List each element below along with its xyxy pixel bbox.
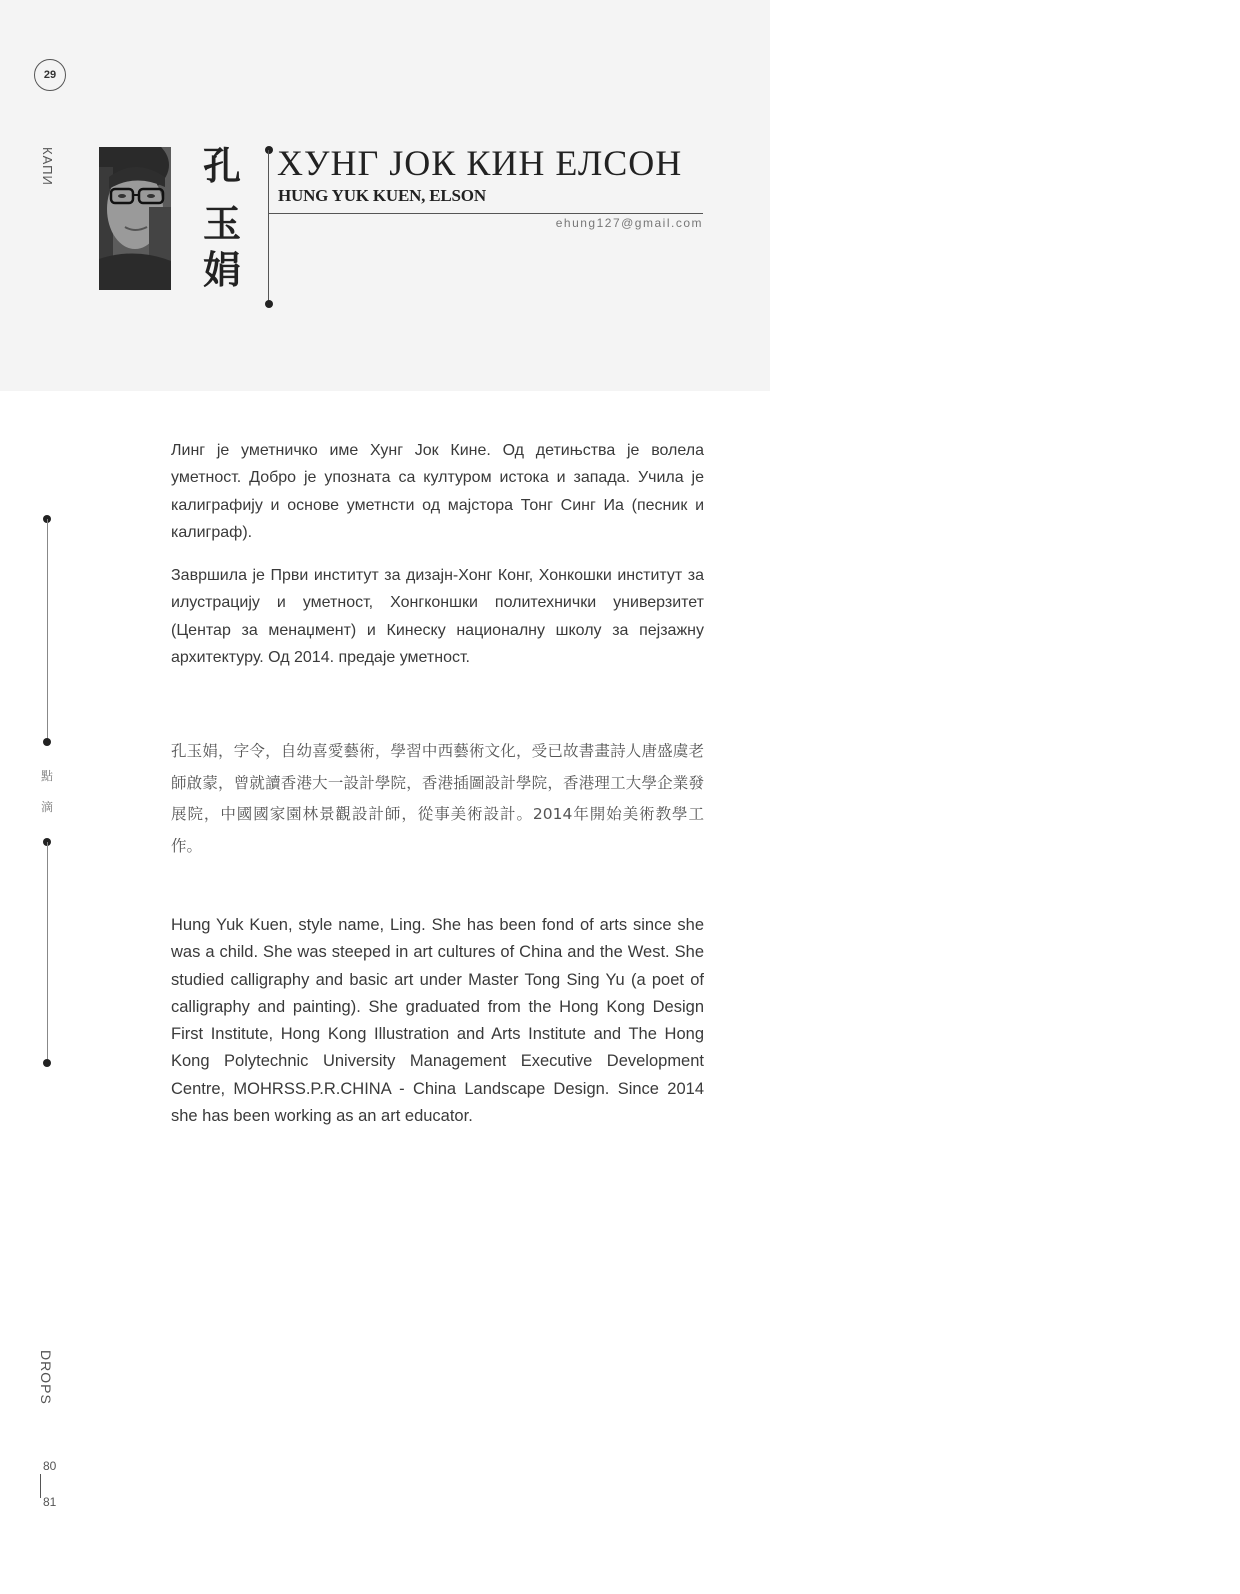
name-cyrillic: ХУНГ ЈОК КИН ЕЛСОН <box>277 143 683 183</box>
chinese-name <box>200 143 244 293</box>
name-latin: HUNG YUK KUEN, ELSON <box>278 186 486 205</box>
name-line-top-dot <box>265 146 273 154</box>
name-horizontal-rule <box>268 213 703 214</box>
timeline-line <box>47 519 48 742</box>
bio-english-paragraph: Hung Yuk Kuen, style name, Ling. She has been fond of arts since she was a child. She was steeped in art cultures of China and the West. She studied calligraphy and basic art under Master Tong Sing Yu (a poet of calligraphy and painting). She graduated from the Hong Kong Design First Institute, Hong Kong Illustration and Arts Institute and The Hong Kong Polytechnic University Management Executive Development Centre, MOHRSS.P.R.CHINA - China Landscape Design. Since 2014 she has been working as an art educator. <box>171 916 704 1126</box>
timeline-dot <box>43 738 51 746</box>
chinese-name-char: 娟 <box>202 247 241 292</box>
chinese-name-char: 玉 <box>202 201 241 246</box>
folio-divider <box>40 1474 41 1498</box>
folio-top: 80 <box>43 1459 57 1473</box>
name-vertical-rule <box>268 150 269 304</box>
side-chinese-char: 點 <box>41 769 54 783</box>
page-number-badge: 29 <box>34 59 66 91</box>
bio-serbian-paragraph-1: Линг је уметничко име Хунг Јок Кине. Од детињства је волела уметност. Добро је упозната са културом истока и запада. Учила је калиграфију и основе уметнсти од мајстора Тонг Синг Иа (песник и калиграф). <box>171 442 704 541</box>
side-chinese-char: 滴 <box>41 800 54 814</box>
timeline-line <box>47 842 48 1063</box>
author-portrait <box>99 147 171 290</box>
bio-serbian-paragraph-2: Завршила је Први институт за дизајн-Хонг Конг, Хонкошки институт за илустрацију и уметност, Хонгконшки политехнички универзитет (Центар за менаџмент) и Кинеску националну школу за пејзажну архитектуру. Од 2014. предаје уметност. <box>171 567 704 666</box>
email-address: ehung127@gmail.com <box>555 216 703 230</box>
folio-bottom: 81 <box>43 1495 57 1509</box>
section-label-vertical: КАПИ <box>40 147 55 186</box>
timeline-dot <box>43 1059 51 1067</box>
bio-chinese-paragraph: 孔玉娟，字令，自幼喜愛藝術，學習中西藝術文化，受已故書畫詩人唐盛虞老師啟蒙，曾就讀香港大一設計學院，香港插圖設計學院，香港理工大學企業發展院，中國國家園林景觀設計師，從事美術設計。2014年開始美術教學工作。 <box>171 742 704 855</box>
portrait-image <box>99 147 171 290</box>
name-line-bottom-dot <box>265 300 273 308</box>
chinese-name-char: 孔 <box>202 143 241 188</box>
magazine-name-vertical: DROPS <box>38 1350 54 1405</box>
